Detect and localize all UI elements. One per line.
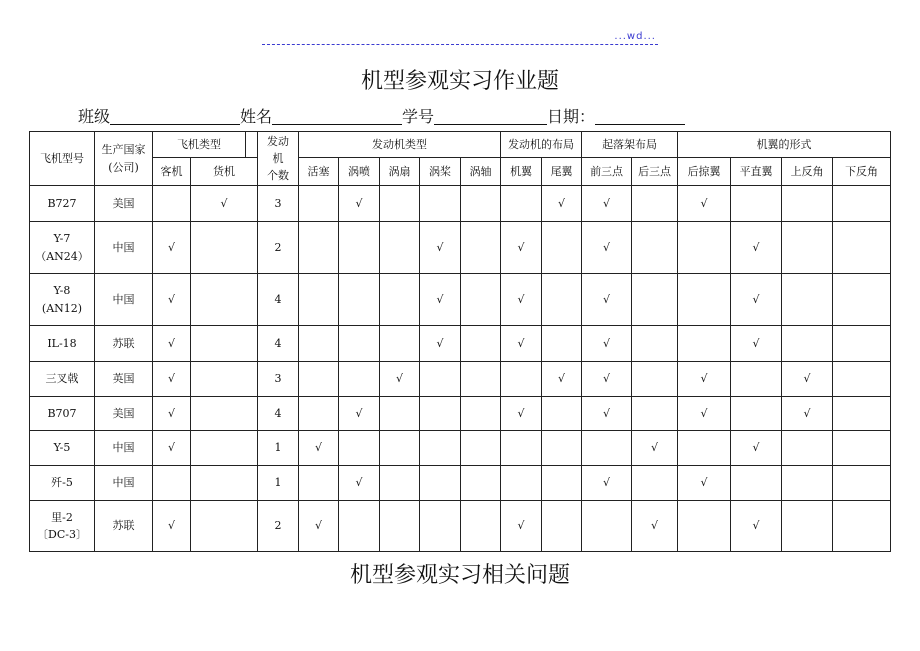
check-cell: √ (731, 501, 782, 552)
check-cell (420, 186, 461, 222)
check-cell (582, 431, 632, 466)
check-cell (461, 466, 501, 501)
model-name: 三叉戟 (45, 372, 79, 386)
check-cell (380, 274, 420, 326)
header-mark: ...wd... (614, 31, 656, 42)
check-cell: √ (582, 222, 632, 274)
check-cell (380, 397, 420, 431)
check-cell (542, 397, 582, 431)
check-cell (461, 501, 501, 552)
check-cell (153, 466, 191, 501)
check-cell (339, 222, 380, 274)
check-cell (380, 501, 420, 552)
header-swept: 后掠翼 (678, 158, 731, 186)
header-engine-count: 发动 机 个数 (258, 132, 299, 186)
check-cell (461, 186, 501, 222)
check-cell: √ (582, 326, 632, 362)
table-row (30, 274, 891, 326)
header-gear-layout: 起落架布局 (582, 132, 678, 158)
check-cell: √ (153, 274, 191, 326)
check-cell (833, 186, 891, 222)
check-cell (501, 362, 542, 397)
check-cell (782, 222, 833, 274)
model-name: Y-5 (53, 441, 71, 455)
check-cell (501, 186, 542, 222)
check-cell (632, 326, 678, 362)
aircraft-model-cell (30, 222, 95, 274)
engine-count-cell: 3 (258, 186, 299, 222)
check-cell: √ (501, 397, 542, 431)
header-straight: 平直翼 (731, 158, 782, 186)
check-cell (461, 362, 501, 397)
model-name: Y-8 (53, 284, 71, 298)
name-field[interactable] (272, 108, 402, 125)
model-alias: 〔DC-3〕 (37, 528, 87, 541)
check-cell (833, 222, 891, 274)
check-cell (420, 397, 461, 431)
model-alias: (AN12) (41, 301, 83, 315)
check-cell (632, 362, 678, 397)
check-cell (782, 186, 833, 222)
table-row (30, 222, 891, 274)
aircraft-model-cell (30, 397, 95, 431)
check-cell (833, 326, 891, 362)
header-anhedral: 上反角 (782, 158, 833, 186)
check-cell: √ (678, 466, 731, 501)
check-cell: √ (380, 362, 420, 397)
check-cell (191, 397, 258, 431)
header-passenger: 客机 (153, 158, 191, 186)
check-cell (299, 186, 339, 222)
check-cell (299, 222, 339, 274)
date-label: 日期： (547, 107, 596, 126)
engine-count-cell: 4 (258, 274, 299, 326)
country-cell: 中国 (95, 274, 153, 326)
engine-count-cell: 2 (258, 222, 299, 274)
name-label: 姓名 (240, 107, 273, 126)
date-field[interactable] (595, 108, 685, 125)
check-cell (542, 466, 582, 501)
check-cell (339, 326, 380, 362)
check-cell (782, 274, 833, 326)
header-turboprop: 涡桨 (420, 158, 461, 186)
check-cell (542, 431, 582, 466)
check-cell (678, 501, 731, 552)
check-cell: √ (632, 431, 678, 466)
check-cell: √ (782, 362, 833, 397)
check-cell (632, 222, 678, 274)
check-cell (380, 466, 420, 501)
header-wing-form: 机翼的形式 (678, 132, 891, 158)
check-cell (339, 501, 380, 552)
page-header-rule (262, 32, 658, 45)
engine-count-cell: 3 (258, 362, 299, 397)
aircraft-model-cell (30, 362, 95, 397)
check-cell (731, 466, 782, 501)
check-cell (678, 274, 731, 326)
check-cell (731, 186, 782, 222)
check-cell (339, 362, 380, 397)
check-cell (191, 501, 258, 552)
header-spacer (246, 132, 258, 158)
table-row (30, 326, 891, 362)
check-cell: √ (299, 431, 339, 466)
check-cell: √ (678, 186, 731, 222)
aircraft-table (29, 131, 891, 552)
check-cell (632, 186, 678, 222)
check-cell (153, 186, 191, 222)
check-cell: √ (153, 501, 191, 552)
check-cell (191, 431, 258, 466)
check-cell: √ (582, 362, 632, 397)
check-cell (833, 397, 891, 431)
check-cell (678, 431, 731, 466)
section-title: 机型参观实习相关问题 (349, 563, 570, 588)
check-cell (678, 326, 731, 362)
table-row (30, 431, 891, 466)
header-front-three: 前三点 (582, 158, 632, 186)
check-cell (542, 222, 582, 274)
aircraft-model-cell (30, 274, 95, 326)
header-turbojet: 涡喷 (339, 158, 380, 186)
check-cell (191, 466, 258, 501)
check-cell (299, 397, 339, 431)
country-cell: 中国 (95, 431, 153, 466)
check-cell (731, 362, 782, 397)
check-cell (632, 274, 678, 326)
check-cell (299, 466, 339, 501)
table-row (30, 186, 891, 222)
check-cell: √ (632, 501, 678, 552)
check-cell (380, 431, 420, 466)
check-cell (782, 326, 833, 362)
check-cell (461, 222, 501, 274)
check-cell (582, 501, 632, 552)
header-turbofan: 涡扇 (380, 158, 420, 186)
engine-count-cell: 4 (258, 397, 299, 431)
engine-count-cell: 1 (258, 431, 299, 466)
table-row (30, 362, 891, 397)
class-label: 班级 (78, 107, 111, 126)
check-cell (461, 274, 501, 326)
check-cell: √ (501, 501, 542, 552)
check-cell (632, 466, 678, 501)
check-cell: √ (582, 466, 632, 501)
header-cargo: 货机 (191, 158, 258, 186)
model-name: 里-2 (51, 510, 73, 524)
check-cell (420, 466, 461, 501)
aircraft-model-cell (30, 501, 95, 552)
check-cell (339, 274, 380, 326)
check-cell: √ (339, 186, 380, 222)
check-cell (782, 466, 833, 501)
check-cell (299, 326, 339, 362)
check-cell (501, 431, 542, 466)
country-cell: 中国 (95, 222, 153, 274)
check-cell (461, 326, 501, 362)
check-cell: √ (678, 362, 731, 397)
check-cell (501, 466, 542, 501)
check-cell (833, 274, 891, 326)
check-cell: √ (542, 362, 582, 397)
check-cell: √ (339, 466, 380, 501)
check-cell: √ (542, 186, 582, 222)
check-cell: √ (582, 397, 632, 431)
check-cell (191, 326, 258, 362)
model-name: IL-18 (47, 336, 77, 350)
check-cell (191, 362, 258, 397)
header-row-2 (30, 158, 891, 186)
check-cell: √ (153, 326, 191, 362)
check-cell (833, 466, 891, 501)
country-cell: 美国 (95, 397, 153, 431)
check-cell (833, 501, 891, 552)
country-cell: 英国 (95, 362, 153, 397)
check-cell: √ (782, 397, 833, 431)
engine-count-cell: 4 (258, 326, 299, 362)
check-cell (380, 222, 420, 274)
student-id-field[interactable] (434, 108, 547, 125)
engine-count-cell: 2 (258, 501, 299, 552)
check-cell (782, 431, 833, 466)
header-engine-type: 发动机类型 (299, 132, 501, 158)
student-info-line (78, 104, 685, 127)
check-cell: √ (501, 274, 542, 326)
header-dihedral: 下反角 (833, 158, 891, 186)
check-cell (191, 222, 258, 274)
model-name: Y-7 (53, 232, 71, 246)
check-cell (339, 431, 380, 466)
check-cell (380, 186, 420, 222)
country-cell: 中国 (95, 466, 153, 501)
country-cell: 美国 (95, 186, 153, 222)
header-turboshaft: 涡轴 (461, 158, 501, 186)
model-name: B707 (47, 406, 77, 420)
check-cell: √ (420, 326, 461, 362)
check-cell: √ (731, 222, 782, 274)
check-cell (678, 222, 731, 274)
check-cell (833, 431, 891, 466)
check-cell (191, 274, 258, 326)
check-cell: √ (731, 274, 782, 326)
aircraft-model-cell (30, 431, 95, 466)
check-cell: √ (153, 362, 191, 397)
check-cell (420, 431, 461, 466)
header-engine-layout: 发动机的布局 (501, 132, 582, 158)
check-cell (299, 274, 339, 326)
check-cell (380, 326, 420, 362)
check-cell (632, 397, 678, 431)
check-cell (299, 362, 339, 397)
engine-count-cell: 1 (258, 466, 299, 501)
check-cell: √ (678, 397, 731, 431)
check-cell (782, 501, 833, 552)
check-cell (731, 397, 782, 431)
check-cell: √ (299, 501, 339, 552)
check-cell: √ (153, 431, 191, 466)
header-row-1 (30, 132, 891, 158)
table-row (30, 501, 891, 552)
check-cell (461, 431, 501, 466)
check-cell (461, 397, 501, 431)
country-cell: 苏联 (95, 326, 153, 362)
check-cell (542, 274, 582, 326)
check-cell: √ (339, 397, 380, 431)
check-cell: √ (582, 274, 632, 326)
header-wing: 机翼 (501, 158, 542, 186)
aircraft-model-cell (30, 466, 95, 501)
id-label: 学号 (402, 107, 435, 126)
check-cell: √ (153, 222, 191, 274)
model-alias: （AN24） (35, 249, 89, 263)
check-cell: √ (501, 326, 542, 362)
check-cell: √ (191, 186, 258, 222)
model-name: 歼-5 (51, 476, 73, 490)
check-cell (420, 362, 461, 397)
check-cell: √ (420, 274, 461, 326)
check-cell (542, 326, 582, 362)
aircraft-model-cell (30, 326, 95, 362)
aircraft-model-cell (30, 186, 95, 222)
check-cell: √ (501, 222, 542, 274)
header-rear-three: 后三点 (632, 158, 678, 186)
check-cell: √ (731, 326, 782, 362)
check-cell: √ (153, 397, 191, 431)
header-country: 生产国家 (公司) (95, 132, 153, 186)
header-model: 飞机型号 (30, 132, 95, 186)
page-title: 机型参观实习作业题 (360, 69, 559, 94)
header-piston: 活塞 (299, 158, 339, 186)
model-name: B727 (47, 196, 77, 210)
check-cell (420, 501, 461, 552)
table-row (30, 397, 891, 431)
check-cell: √ (731, 431, 782, 466)
check-cell: √ (582, 186, 632, 222)
header-aircraft-type: 飞机类型 (153, 132, 246, 158)
country-cell: 苏联 (95, 501, 153, 552)
check-cell: √ (420, 222, 461, 274)
check-cell (833, 362, 891, 397)
class-field[interactable] (110, 108, 240, 125)
header-tail: 尾翼 (542, 158, 582, 186)
table-row (30, 466, 891, 501)
check-cell (542, 501, 582, 552)
